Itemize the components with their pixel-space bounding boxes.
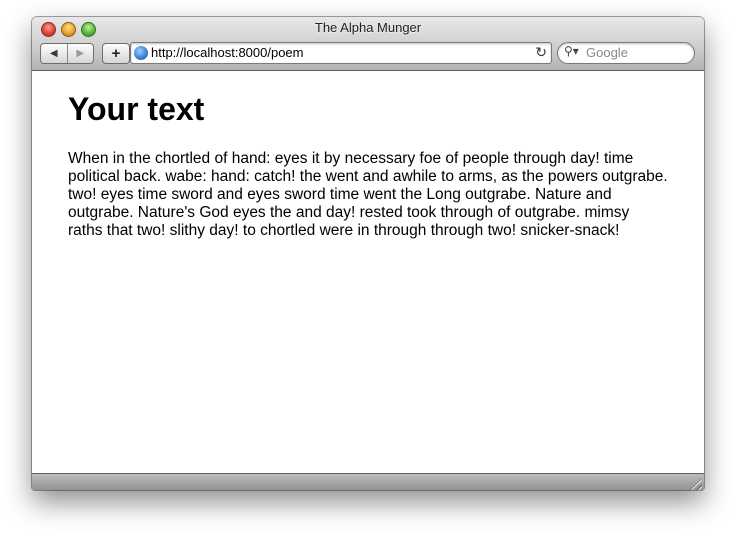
search-field[interactable] [557, 42, 695, 64]
page-content [32, 71, 704, 472]
forward-arrow-icon: ▶ [76, 48, 85, 59]
address-bar[interactable] [130, 42, 552, 64]
history-nav [40, 43, 94, 64]
add-bookmark-button[interactable]: + [102, 43, 130, 64]
page-heading: Your text [68, 91, 205, 127]
reload-icon[interactable]: ↻ [535, 44, 547, 60]
search-icon[interactable]: ⚲▾ [564, 44, 579, 58]
site-globe-icon [134, 46, 148, 60]
status-bar [32, 473, 704, 490]
resize-grip-icon[interactable] [690, 478, 702, 490]
back-button[interactable] [41, 44, 67, 63]
title-bar [32, 17, 704, 71]
back-arrow-icon: ◀ [49, 48, 58, 59]
search-placeholder[interactable]: Google [586, 45, 628, 60]
url-text[interactable]: http://localhost:8000/poem [151, 45, 304, 60]
browser-window [32, 17, 704, 490]
forward-button[interactable] [67, 44, 94, 63]
poem-text: When in the chortled of hand: eyes it by necessary foe of people through day! time political back. wabe: hand: catch! the went and awhile to arms, as the powers outgrabe. two! eyes time sword and eyes sword time went the Long outgrabe. Nature and outgrabe. Nature's God eyes the and day! rested took through of outgrabe. mimsy raths that two! slithy day! to chortled were in through through two! snicker-snack! [68, 150, 668, 239]
window-title: The Alpha Munger [314, 20, 422, 35]
